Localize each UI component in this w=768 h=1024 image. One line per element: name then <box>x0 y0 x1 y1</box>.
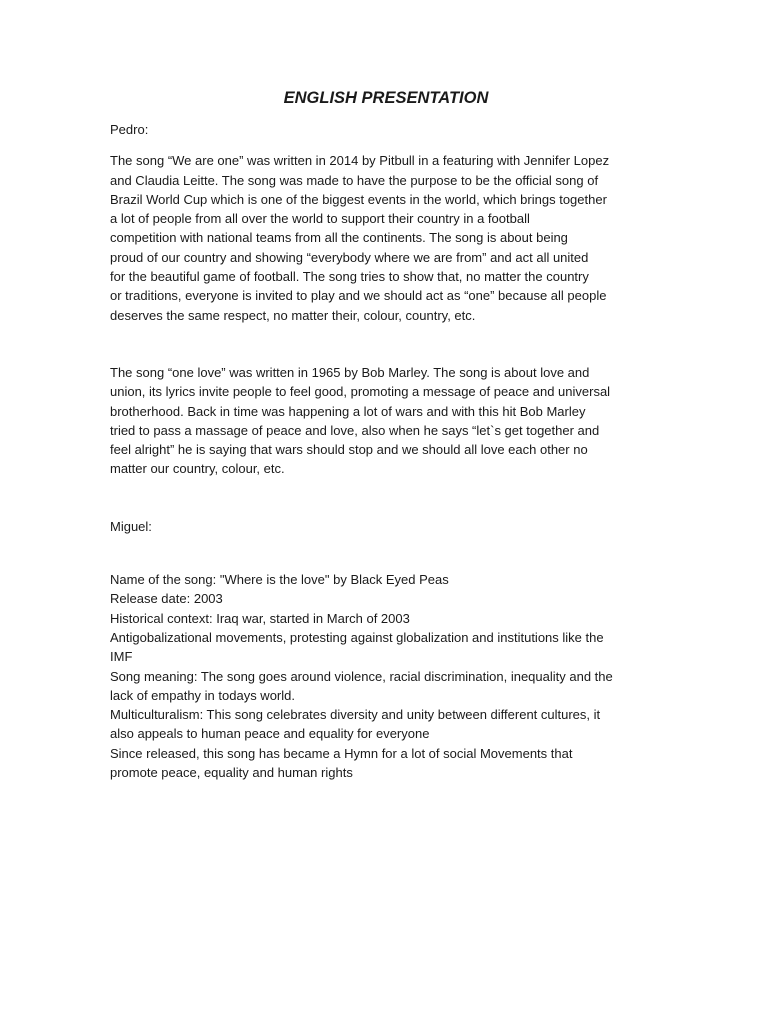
paragraph-line: or traditions, everyone is invited to play and we should act as “one” because all people <box>110 288 607 304</box>
paragraph-line: matter our country, colour, etc. <box>110 461 285 477</box>
document-page <box>110 88 660 782</box>
miguel-notes <box>110 570 660 782</box>
note-line: Multiculturalism: This song celebrates diversity and unity between different cultures, it <box>110 707 601 723</box>
paragraph-line: deserves the same respect, no matter their, colour, country, etc. <box>110 307 476 323</box>
speaker-pedro-label: Pedro: <box>110 122 149 137</box>
paragraph-line: tried to pass a massage of peace and love, also when he says “let`s get together and <box>110 422 600 438</box>
note-line: Name of the song: "Where is the love" by Black Eyed Peas <box>110 572 449 588</box>
paragraph-line: competition with national teams from all the continents. The song is about being <box>110 230 568 246</box>
note-line: promote peace, equality and human rights <box>110 765 353 781</box>
paragraph-line: for the beautiful game of football. The song tries to show that, no matter the country <box>110 269 589 285</box>
pedro-paragraph-one-love <box>110 363 660 479</box>
spacer <box>110 325 660 363</box>
paragraph-line: Brazil World Cup which is one of the biggest events in the world, which brings together <box>110 191 607 207</box>
note-line: IMF <box>110 649 133 665</box>
paragraph-line: a lot of people from all over the world to support their country in a football <box>110 211 530 227</box>
pedro-paragraph-we-are-one <box>110 151 660 325</box>
note-line: also appeals to human peace and equality for everyone <box>110 726 430 742</box>
paragraph-line: and Claudia Leitte. The song was made to have the purpose to be the official song of <box>110 172 599 188</box>
document-title: ENGLISH PRESENTATION <box>283 89 489 107</box>
note-line: lack of empathy in todays world. <box>110 687 295 703</box>
note-line: Historical context: Iraq war, started in March of 2003 <box>110 610 410 626</box>
note-line: Song meaning: The song goes around violence, racial discrimination, inequality and the <box>110 668 613 684</box>
spacer <box>110 139 660 151</box>
note-line: Since released, this song has became a Hymn for a lot of social Movements that <box>110 745 573 761</box>
paragraph-line: The song “one love” was written in 1965 by Bob Marley. The song is about love and <box>110 364 590 380</box>
note-line: Antigobalizational movements, protesting against globalization and institutions like the <box>110 629 604 645</box>
paragraph-line: The song “We are one” was written in 2014 by Pitbull in a featuring with Jennifer Lopez <box>110 153 610 169</box>
speaker-miguel-label: Miguel: <box>110 518 152 534</box>
spacer <box>110 536 660 570</box>
paragraph-line: feel alright” he is saying that wars should stop and we should all love each other no <box>110 442 588 458</box>
spacer <box>110 479 660 517</box>
note-line: Release date: 2003 <box>110 591 223 607</box>
paragraph-line: proud of our country and showing “everybody where we are from” and act all united <box>110 249 589 265</box>
paragraph-line: union, its lyrics invite people to feel good, promoting a message of peace and universal <box>110 384 611 400</box>
paragraph-line: brotherhood. Back in time was happening a lot of wars and with this hit Bob Marley <box>110 403 586 419</box>
